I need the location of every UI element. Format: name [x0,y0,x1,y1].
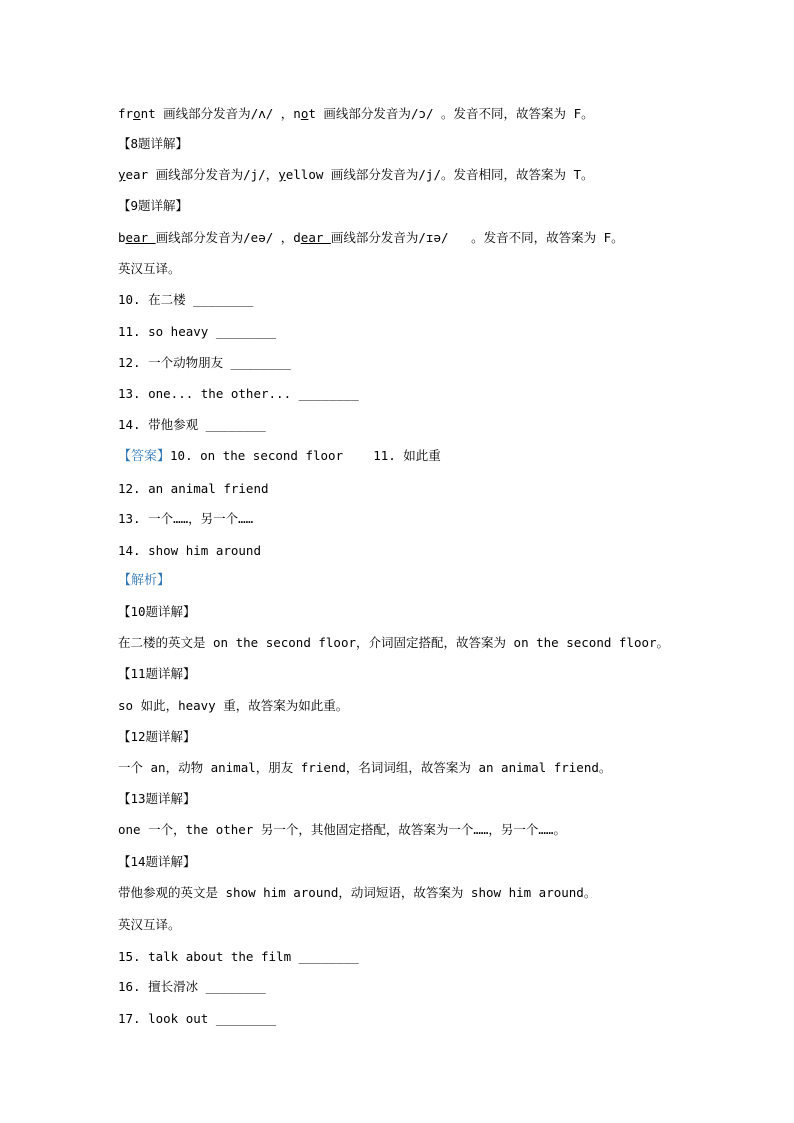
underlined-letters: o [300,106,309,121]
text-segment: 【13题详解】 [118,791,196,806]
underlined-letters: ear [125,230,156,245]
section-heading [118,604,196,620]
text-segment: 12. an animal friend [118,481,269,496]
text-line [118,979,266,995]
text-segment: 【8题详解】 [118,136,189,151]
text-segment: 【12题详解】 [118,729,196,744]
underlined-letters: o [133,106,141,121]
text-line [118,261,181,277]
text-line [118,822,566,838]
text-line [118,543,261,559]
text-segment: 一个 an，动物 animal，朋友 friend，名词词组，故答案为 an animal friend。 [118,760,612,775]
section-heading [118,198,188,214]
text-line [118,481,269,497]
text-segment: t [308,106,324,121]
text-line [118,355,291,371]
text-segment: 画线部分发音为/ɪə/ 。发音不同，故答案为 F。 [330,230,624,245]
text-line [118,167,594,183]
text-line [118,230,624,246]
text-segment: 14. 带他参观 ________ [118,417,266,432]
answer-label: 【答案】 [118,449,171,464]
text-line [118,949,359,965]
text-segment: 13. 一个……，另一个…… [118,511,254,526]
text-segment: 16. 擅长滑冰 ________ [118,979,266,994]
text-segment: 带他参观的英文是 show him around，动词短语，故答案为 show him around。 [118,885,597,900]
text-segment: 英汉互译。 [118,917,181,932]
text-line [118,635,669,651]
text-segment: b [118,230,126,245]
text-segment: 15. talk about the film ________ [118,949,359,964]
text-segment: 画线部分发音为 [163,106,251,121]
answer-label: 【解析】 [118,573,171,588]
text-segment: one 一个，the other 另一个，其他固定搭配，故答案为一个……，另一个……。 [118,822,566,837]
text-segment: 【10题详解】 [118,604,196,619]
text-line [118,698,348,714]
text-line [118,448,441,465]
text-segment: 英汉互译。 [118,261,181,276]
section-heading [118,136,188,152]
section-heading [118,666,196,682]
text-line [118,1011,276,1027]
text-segment: 【11题详解】 [118,666,196,681]
section-heading [118,791,196,807]
text-segment: 11. so heavy ________ [118,324,277,339]
text-segment: fr [118,106,134,121]
text-segment: so 如此，heavy 重，故答案为如此重。 [118,698,349,713]
text-line [118,511,253,527]
text-line [118,572,170,589]
text-segment: 【9题详解】 [118,198,189,213]
text-segment: nt [140,106,164,121]
text-segment: 10. on the second floor 11. 如此重 [170,448,441,463]
text-line [118,917,181,933]
text-segment: 17. look out ________ [118,1011,277,1026]
text-line [118,386,359,402]
text-line [118,417,266,433]
text-line [118,324,276,340]
text-segment: 12. 一个动物朋友 ________ [118,355,291,370]
text-segment: ear 画线部分发音为/j/， [125,167,279,182]
underlined-letters: ear [300,230,331,245]
text-segment: 画线部分发音为 [323,106,411,121]
text-segment: 在二楼的英文是 on the second floor，介词固定搭配，故答案为 on the second floor。 [118,635,670,650]
text-segment: 画线部分发音为/eə/ ，d [155,230,301,245]
text-line [118,106,594,122]
section-heading [118,729,196,745]
text-segment: ellow 画线部分发音为/j/。发音相同，故答案为 T。 [285,167,594,182]
text-segment: /ʌ/ ，n [250,106,301,121]
text-line [118,760,611,776]
text-segment: /ɔ/ 。发音不同，故答案为 F。 [410,106,594,121]
text-segment: 14. show him around [118,543,261,558]
underlined-letters: y [118,167,126,182]
text-segment: 【14题详解】 [118,854,196,869]
text-segment: 13. one... the other... ________ [118,386,359,401]
text-line [118,885,596,901]
text-segment: 10. 在二楼 ________ [118,292,254,307]
underlined-letters: y [278,167,286,182]
section-heading [118,854,196,870]
text-line [118,292,253,308]
